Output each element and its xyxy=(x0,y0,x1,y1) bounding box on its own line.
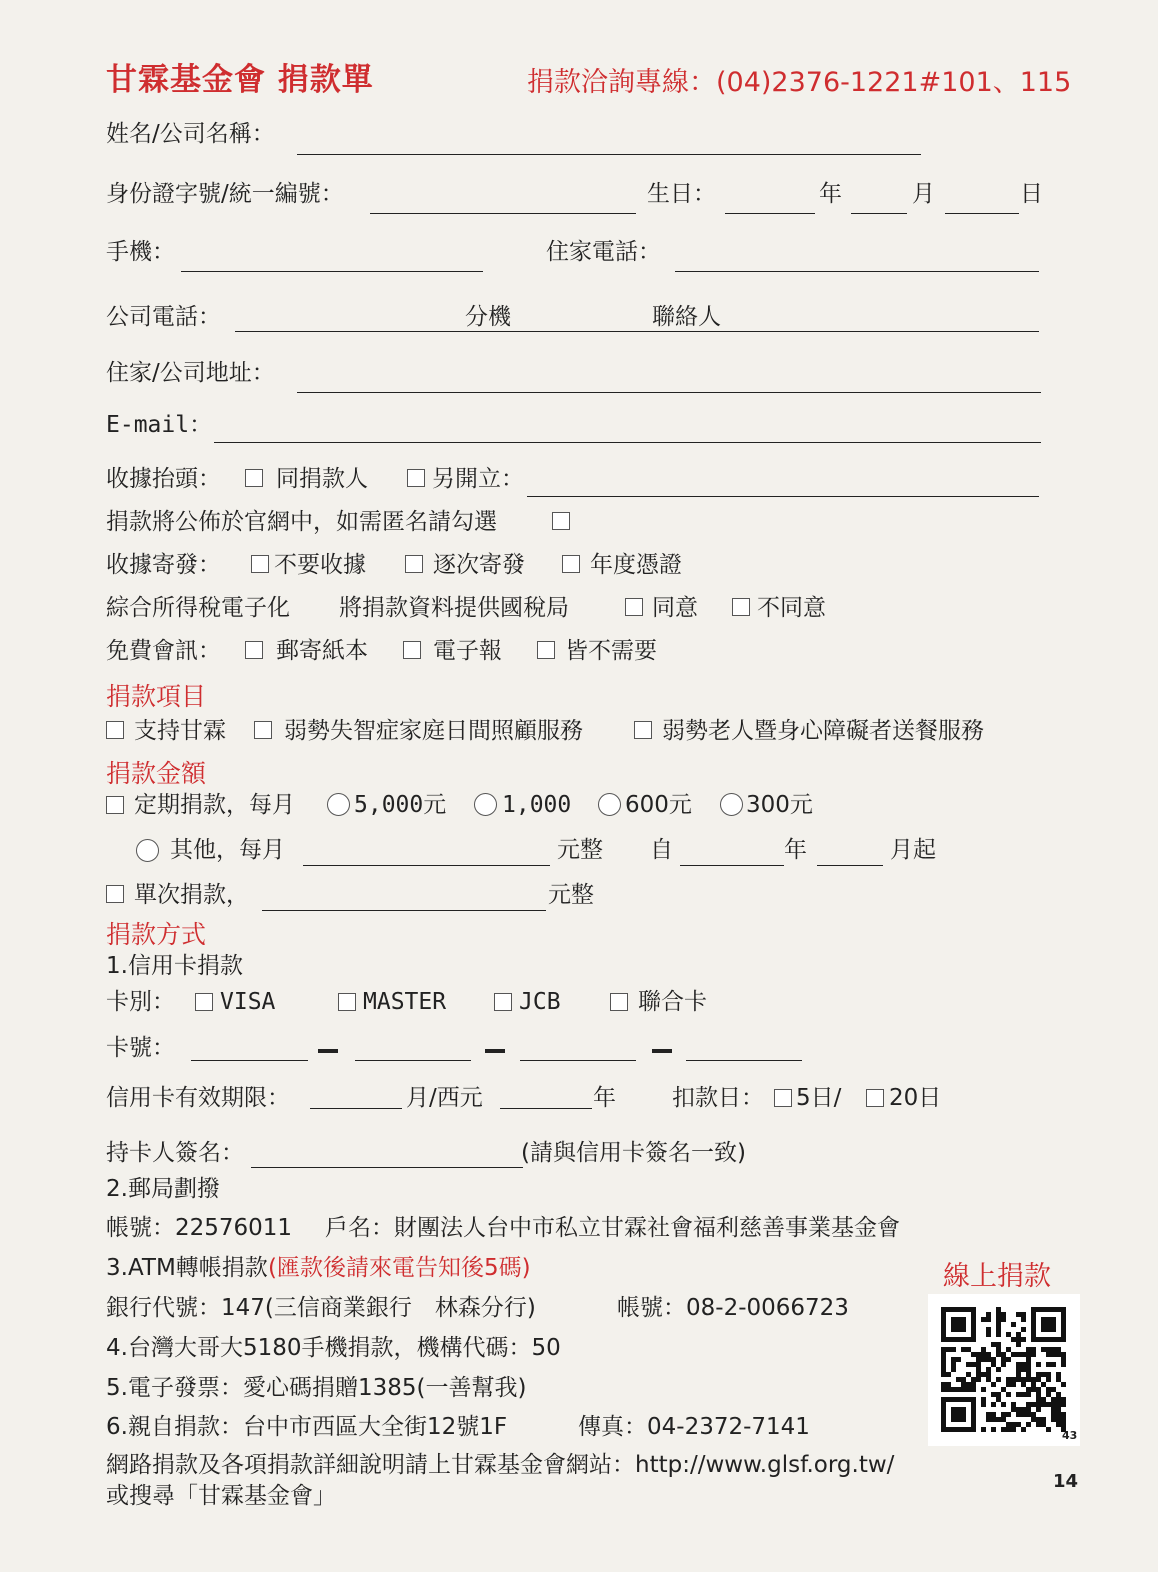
visa-label: VISA xyxy=(220,989,276,1015)
other-amount-label: 其他，每月 xyxy=(170,837,285,863)
mobile-field[interactable] xyxy=(181,271,483,272)
company-phone-label: 公司電話： xyxy=(106,304,221,330)
in-person-donation: 6.親自捐款：台中市西區大全街12號1F xyxy=(106,1414,508,1440)
email-label: E-mail： xyxy=(106,412,213,438)
regular-donation-label: 定期捐款，每月 xyxy=(134,792,295,818)
e-newsletter-label: 電子報 xyxy=(433,638,502,664)
agree-label: 同意 xyxy=(652,595,698,621)
single-donation-checkbox[interactable] xyxy=(106,885,124,903)
amount-5000-radio[interactable] xyxy=(327,793,350,816)
expiry-month-field[interactable] xyxy=(310,1108,402,1109)
single-amount-field[interactable] xyxy=(262,910,546,911)
donation-hotline: 捐款洽詢專線：(04)2376-1221#101、115 xyxy=(527,67,1072,98)
debit-day-label: 扣款日： xyxy=(672,1085,764,1111)
birthday-year-unit: 年 xyxy=(819,181,842,207)
annual-cert-label: 年度憑證 xyxy=(590,552,682,578)
anonymous-checkbox[interactable] xyxy=(552,512,570,530)
birthday-month-unit: 月 xyxy=(912,181,935,207)
expiry-year-unit: 年 xyxy=(593,1085,616,1111)
amount-600-radio[interactable] xyxy=(598,793,621,816)
signature-note: (請與信用卡簽名一致) xyxy=(521,1140,746,1166)
receipt-title-label: 收據抬頭： xyxy=(106,466,221,492)
expiry-month-unit: 月/西元 xyxy=(406,1085,483,1111)
paper-mail-label: 郵寄紙本 xyxy=(276,638,368,664)
card-dash-2 xyxy=(485,1049,505,1053)
debit-day20-checkbox[interactable] xyxy=(866,1089,884,1107)
start-month-unit: 月起 xyxy=(890,837,936,863)
item3-label: 弱勢老人暨身心障礙者送餐服務 xyxy=(662,718,984,744)
disagree-label: 不同意 xyxy=(757,595,826,621)
item1-checkbox[interactable] xyxy=(106,721,124,739)
item2-label: 弱勢失智症家庭日間照顧服務 xyxy=(284,718,583,744)
e-invoice-donation: 5.電子發票：愛心碼捐贈1385(一善幫我) xyxy=(106,1375,527,1401)
online-donation-note: 網路捐款及各項捐款詳細說明請上甘霖基金會網站：http://www.glsf.org.tw/ xyxy=(106,1452,895,1478)
other-amount-unit: 元整 xyxy=(557,837,603,863)
qr-number: 43 xyxy=(1062,1429,1078,1442)
bank-account: 帳號：08-2-0066723 xyxy=(617,1295,849,1321)
e-newsletter-checkbox[interactable] xyxy=(403,641,421,659)
postal-account: 帳號：22576011 xyxy=(106,1215,293,1241)
home-phone-field[interactable] xyxy=(675,271,1039,272)
amount-600-label: 600元 xyxy=(625,792,692,818)
qr-code-icon[interactable] xyxy=(928,1294,1080,1446)
form-title: 甘霖基金會 捐款單 xyxy=(106,62,374,98)
page-number: 14 xyxy=(1053,1471,1079,1492)
card-number-part2[interactable] xyxy=(355,1060,471,1061)
online-donation-label: 線上捐款 xyxy=(943,1261,1051,1292)
per-donation-label: 逐次寄發 xyxy=(433,552,525,578)
other-amount-radio[interactable] xyxy=(136,839,159,862)
card-dash-3 xyxy=(652,1049,672,1053)
no-receipt-checkbox[interactable] xyxy=(251,555,269,573)
receipt-other-field[interactable] xyxy=(527,496,1039,497)
same-as-donor-checkbox[interactable] xyxy=(245,469,263,487)
extension-label: 分機 xyxy=(465,304,511,330)
debit-day5-checkbox[interactable] xyxy=(774,1089,792,1107)
expiry-label: 信用卡有效期限： xyxy=(106,1085,290,1111)
contact-label: 聯絡人 xyxy=(652,304,721,330)
atm-note: (匯款後請來電告知後5碼) xyxy=(268,1255,531,1281)
master-checkbox[interactable] xyxy=(338,993,356,1011)
tax-text: 將捐款資料提供國稅局 xyxy=(339,595,569,621)
id-field[interactable] xyxy=(370,213,636,214)
name-field[interactable] xyxy=(297,154,921,155)
amount-1000-label: 1,000 xyxy=(502,792,572,818)
birthday-month-field[interactable] xyxy=(851,213,907,214)
amount-300-label: 300元 xyxy=(746,792,813,818)
atm-heading: 3.ATM轉帳捐款 xyxy=(106,1255,268,1281)
debit-day5-label: 5日/ xyxy=(796,1085,842,1111)
issue-other-checkbox[interactable] xyxy=(407,469,425,487)
birthday-year-field[interactable] xyxy=(725,213,815,214)
disagree-checkbox[interactable] xyxy=(732,598,750,616)
card-type-label: 卡別： xyxy=(106,989,175,1015)
birthday-day-unit: 日 xyxy=(1020,181,1043,207)
jcb-checkbox[interactable] xyxy=(494,993,512,1011)
donation-items-heading: 捐款項目 xyxy=(106,682,207,711)
id-label: 身份證字號/統一編號： xyxy=(106,181,344,207)
regular-donation-checkbox[interactable] xyxy=(106,796,124,814)
fax-number: 傳真：04-2372-7141 xyxy=(578,1414,810,1440)
email-field[interactable] xyxy=(214,442,1041,443)
postal-account-name: 戶名：財團法人台中市私立甘霖社會福利慈善事業基金會 xyxy=(325,1215,900,1241)
taiwan-mobile-donation: 4.台灣大哥大5180手機捐款，機構代碼：50 xyxy=(106,1335,561,1361)
credit-card-heading: 1.信用卡捐款 xyxy=(106,953,243,979)
signature-field[interactable] xyxy=(251,1167,523,1168)
none-needed-label: 皆不需要 xyxy=(565,638,657,664)
debit-day20-label: 20日 xyxy=(889,1085,942,1111)
card-number-label: 卡號： xyxy=(106,1035,175,1061)
birthday-day-field[interactable] xyxy=(945,213,1019,214)
receipt-delivery-label: 收據寄發： xyxy=(106,552,221,578)
card-number-part4[interactable] xyxy=(686,1060,802,1061)
item1-label: 支持甘霖 xyxy=(134,718,226,744)
issue-other-label: 另開立： xyxy=(432,466,524,492)
annual-cert-checkbox[interactable] xyxy=(562,555,580,573)
start-from-label: 自 xyxy=(650,837,673,863)
union-card-checkbox[interactable] xyxy=(610,993,628,1011)
expiry-year-field[interactable] xyxy=(500,1108,592,1109)
amount-1000-radio[interactable] xyxy=(474,793,497,816)
visa-checkbox[interactable] xyxy=(195,993,213,1011)
card-number-part3[interactable] xyxy=(520,1060,636,1061)
mobile-label: 手機： xyxy=(106,239,175,265)
single-donation-label: 單次捐款， xyxy=(134,882,249,908)
payment-heading: 捐款方式 xyxy=(106,920,207,949)
paper-mail-checkbox[interactable] xyxy=(245,641,263,659)
jcb-label: JCB xyxy=(519,989,561,1015)
address-label: 住家/公司地址： xyxy=(106,360,275,386)
amount-300-radio[interactable] xyxy=(720,793,743,816)
card-number-part1[interactable] xyxy=(191,1060,308,1061)
item2-checkbox[interactable] xyxy=(254,721,272,739)
per-donation-checkbox[interactable] xyxy=(405,555,423,573)
start-month-field[interactable] xyxy=(817,865,883,866)
same-as-donor-label: 同捐款人 xyxy=(276,466,368,492)
no-receipt-label: 不要收據 xyxy=(274,552,366,578)
bank-code: 銀行代號：147(三信商業銀行 林森分行) xyxy=(106,1295,536,1321)
anonymous-text: 捐款將公佈於官網中，如需匿名請勾選 xyxy=(106,509,497,535)
none-needed-checkbox[interactable] xyxy=(537,641,555,659)
amount-5000-label: 5,000元 xyxy=(354,792,447,818)
company-phone-field[interactable] xyxy=(235,331,1039,332)
name-label: 姓名/公司名稱： xyxy=(106,121,275,147)
master-label: MASTER xyxy=(363,989,447,1015)
start-year-field[interactable] xyxy=(680,865,784,866)
other-amount-field[interactable] xyxy=(303,865,550,866)
search-note: 或搜尋「甘霖基金會」 xyxy=(106,1483,336,1509)
start-year-unit: 年 xyxy=(784,837,807,863)
newsletter-label: 免費會訊： xyxy=(106,638,221,664)
birthday-label: 生日： xyxy=(647,181,716,207)
item3-checkbox[interactable] xyxy=(634,721,652,739)
agree-checkbox[interactable] xyxy=(625,598,643,616)
postal-heading: 2.郵局劃撥 xyxy=(106,1176,220,1202)
donation-amount-heading: 捐款金額 xyxy=(106,759,207,788)
home-phone-label: 住家電話： xyxy=(546,239,661,265)
tax-label: 綜合所得稅電子化 xyxy=(106,595,290,621)
address-field[interactable] xyxy=(297,392,1041,393)
card-dash-1 xyxy=(318,1049,338,1053)
union-card-label: 聯合卡 xyxy=(638,989,707,1015)
signature-label: 持卡人簽名： xyxy=(106,1140,244,1166)
single-amount-unit: 元整 xyxy=(548,882,594,908)
